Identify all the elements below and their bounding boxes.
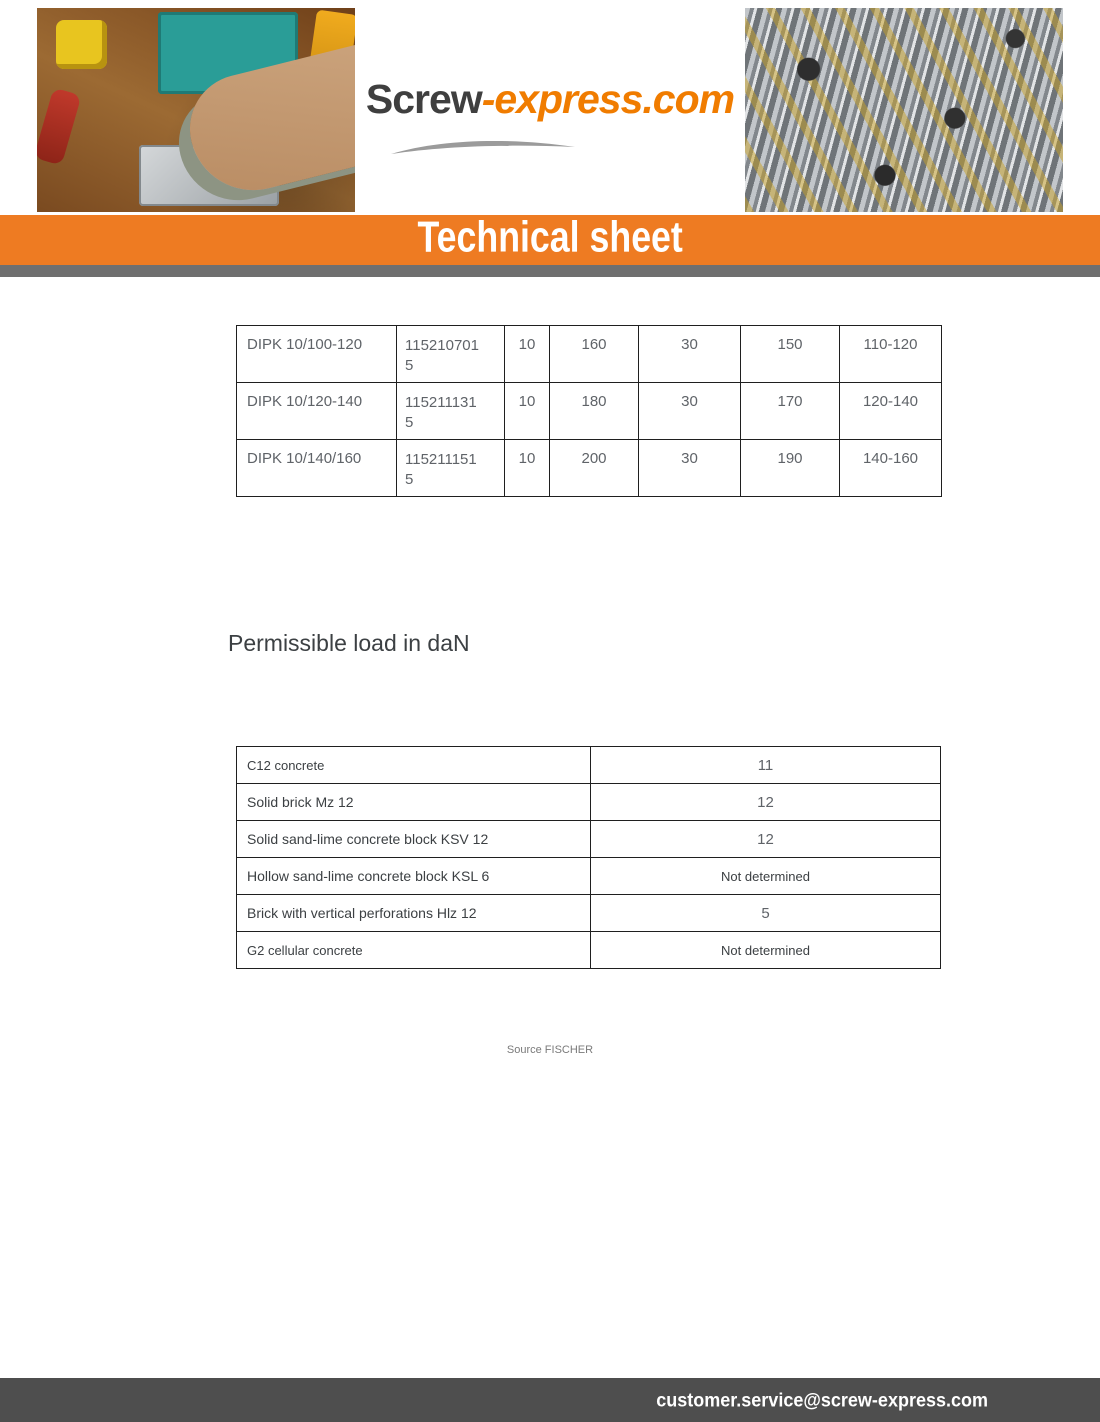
table-row (237, 932, 941, 969)
material-label: C12 concrete (237, 747, 591, 784)
section-title: Permissible load in daN (228, 630, 470, 656)
range-cell: 140-160 (840, 440, 942, 497)
qty-cell: 10 (505, 326, 550, 383)
logo-text-secondary: -express.com (481, 76, 735, 122)
load-value: Not determined (591, 932, 941, 969)
product-name-cell: DIPK 10/140/160 (237, 440, 397, 497)
logo-swoosh-icon (389, 136, 579, 160)
product-name-cell: DIPK 10/100-120 (237, 326, 397, 383)
table-row (237, 895, 941, 932)
banner-title: Technical sheet (417, 213, 683, 262)
table-row (237, 747, 941, 784)
value-cell: 30 (639, 383, 741, 440)
article-number-cell (397, 383, 505, 440)
qty-cell: 10 (505, 383, 550, 440)
value-cell: 160 (550, 326, 639, 383)
table-row (237, 326, 942, 383)
product-name-cell: DIPK 10/120-140 (237, 383, 397, 440)
value-cell: 200 (550, 440, 639, 497)
value-cell: 30 (639, 326, 741, 383)
brand-logo (355, 76, 745, 123)
load-value: Not determined (591, 858, 941, 895)
screwdriver-shape (37, 87, 82, 165)
header-photo-workbench (37, 8, 355, 212)
value-cell: 170 (741, 383, 840, 440)
tape-measure-shape (56, 20, 107, 69)
qty-cell: 10 (505, 440, 550, 497)
material-label: Hollow sand-lime concrete block KSL 6 (237, 858, 591, 895)
table-row (237, 383, 942, 440)
article-number: 1152111515 (405, 451, 477, 489)
value-cell: 190 (741, 440, 840, 497)
material-label: Brick with vertical perforations Hlz 12 (237, 895, 591, 932)
footer (0, 1378, 1100, 1422)
logo-text-primary: Screw (365, 76, 482, 122)
load-value: 5 (591, 895, 941, 932)
range-cell: 120-140 (840, 383, 942, 440)
value-cell: 180 (550, 383, 639, 440)
table-row (237, 440, 942, 497)
material-label: Solid brick Mz 12 (237, 784, 591, 821)
product-spec-table (236, 325, 942, 497)
banner-technical-sheet (0, 215, 1100, 265)
value-cell: 30 (639, 440, 741, 497)
article-number-cell (397, 440, 505, 497)
divider-strip (0, 265, 1100, 277)
range-cell: 110-120 (840, 326, 942, 383)
article-number: 1152111315 (405, 394, 477, 432)
footer-email: customer.service@screw-express.com (656, 1389, 988, 1411)
load-value: 11 (591, 747, 941, 784)
load-value: 12 (591, 784, 941, 821)
article-number: 1152107015 (405, 337, 479, 375)
table-row (237, 858, 941, 895)
source-note: Source FISCHER (506, 1044, 594, 1056)
header-photo-screws (745, 8, 1063, 212)
value-cell: 150 (741, 326, 840, 383)
table-row (237, 784, 941, 821)
material-label: Solid sand-lime concrete block KSV 12 (237, 821, 591, 858)
material-label: G2 cellular concrete (237, 932, 591, 969)
load-value: 12 (591, 821, 941, 858)
permissible-load-table (236, 746, 941, 969)
table-row (237, 821, 941, 858)
article-number-cell (397, 326, 505, 383)
